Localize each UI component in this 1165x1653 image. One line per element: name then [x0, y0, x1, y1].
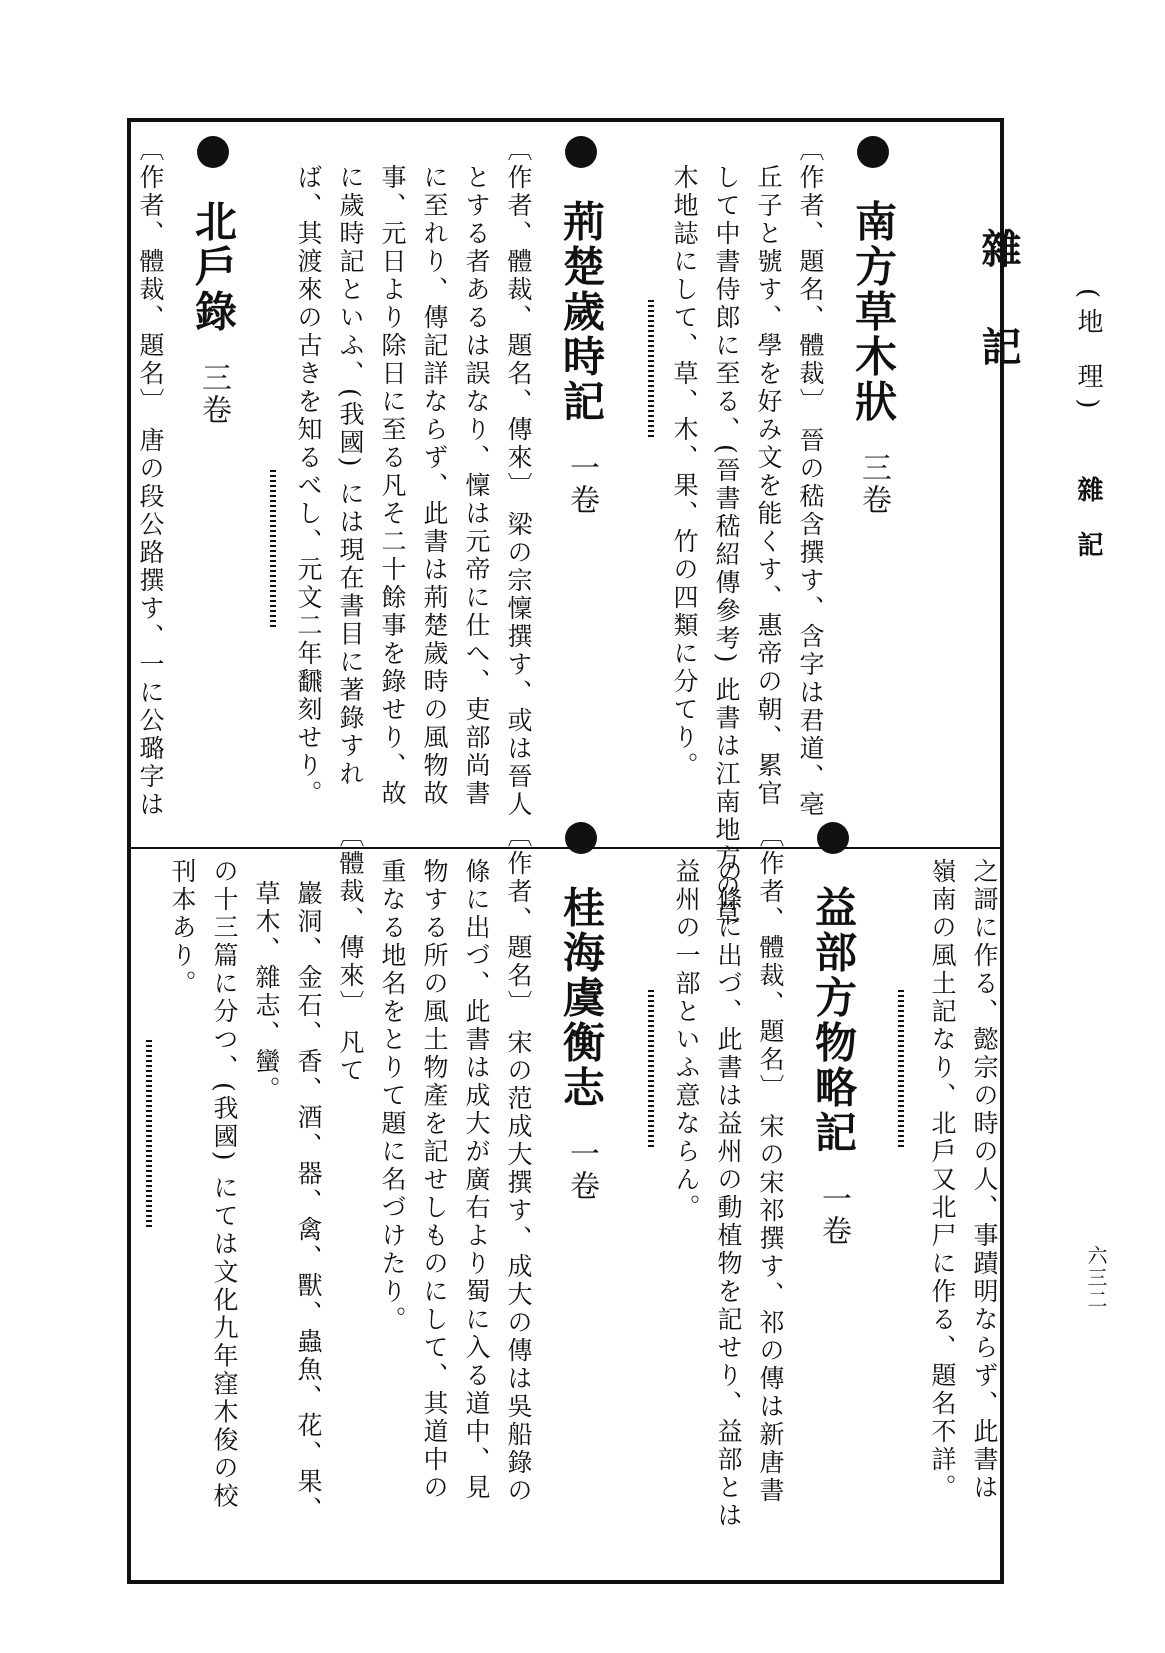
entry-line: の十三篇に分つ、(我國) にては文化九年窪木俊の校 — [210, 858, 239, 1511]
entry-line: 巖洞、金石、香、酒、器、禽、獸、蟲魚、花、果、 — [294, 880, 323, 1524]
entry-volumes: 三卷 — [196, 362, 231, 427]
entry-line: 丘子と號す、學を好み文を能くす、惠帝の朝、累官 — [754, 164, 783, 808]
entry-title-beihu — [189, 136, 238, 427]
running-head-category: (地 理) — [1073, 288, 1103, 419]
page-number: 六三二 — [1084, 1245, 1108, 1311]
entry-line: 條に出づ、此書は成大が廣右より蜀に入る道中、見 — [462, 858, 491, 1502]
entry-title-guihai — [557, 822, 606, 1203]
entry-line: 之謌に作る、懿宗の時の人、事蹟明ならず、此書は — [970, 858, 999, 1502]
running-head — [1075, 288, 1101, 567]
entry-title-text: 桂海虞衡志 — [557, 885, 606, 1111]
wavy-divider — [648, 300, 654, 440]
entry-volumes: 一卷 — [564, 452, 599, 517]
entry-line: 木地誌にして、草、木、果、竹の四類に分てり。 — [670, 164, 699, 780]
entry-line: して中書侍郎に至る、(晉書嵇紹傳參考) 此書は江南地方の草 — [712, 164, 741, 929]
entry-volumes: 一卷 — [564, 1138, 599, 1203]
wavy-divider — [146, 1040, 152, 1230]
wavy-divider — [898, 990, 904, 1150]
entry-line: 益州の一部といふ意ならん。 — [672, 858, 701, 1222]
entry-line: 〔作者、體裁、題名、傳來〕 梁の宗懍撰す、或は晉人 — [504, 136, 533, 819]
entry-title-yibu — [809, 822, 858, 1248]
entry-title-text: 益部方物略記 — [809, 885, 858, 1156]
entry-line: の條に出づ、此書は益州の動植物を記せり、益部とは — [714, 858, 743, 1530]
entry-title-jingchu — [557, 136, 606, 517]
bullet-icon — [817, 822, 849, 854]
entry-line: 〔作者、題名、體裁〕 晉の嵇含撰す、含字は君道、亳 — [796, 136, 825, 819]
section-heading: 雜 記 — [975, 228, 1022, 388]
entry-line: 〔作者、題名〕 宋の范成大撰す、成大の傳は吳船錄の — [504, 822, 533, 1505]
bullet-icon — [197, 136, 229, 168]
entry-title-text: 北戶錄 — [189, 199, 238, 335]
entry-line: 〔作者、體裁、題名〕 唐の段公路撰す、一に公璐字は — [136, 136, 165, 819]
entry-volumes: 三卷 — [856, 452, 891, 517]
bullet-icon — [857, 136, 889, 168]
entry-line: 刊本あり。 — [168, 858, 197, 998]
running-head-section: 雜 記 — [1073, 475, 1103, 567]
entry-line: 〔體裁、傳來〕 凡て — [336, 822, 365, 1085]
wavy-divider — [270, 470, 276, 630]
entry-line: 草木、雜志、蠻。 — [252, 880, 281, 1104]
entry-line: に歲時記といふ、(我國) には現在書目に著錄すれ — [336, 164, 365, 789]
bullet-icon — [565, 136, 597, 168]
entry-title-text: 荊楚歲時記 — [557, 199, 606, 425]
entry-line: に至れり、傳記詳ならず、此書は荊楚歲時の風物故 — [420, 164, 449, 808]
wavy-divider — [648, 990, 654, 1150]
entry-line: 〔作者、體裁、題名〕 宋の宋祁撰す、祁の傳は新唐書 — [756, 822, 785, 1505]
entry-title-nanfang — [849, 136, 898, 517]
bullet-icon — [565, 822, 597, 854]
entry-line: とする者あるは誤なり、懍は元帝に仕へ、吏部尚書 — [462, 164, 491, 808]
entry-line: 嶺南の風土記なり、北戶又北尸に作る、題名不詳。 — [928, 858, 957, 1502]
entry-line: 重なる地名をとりて題に名づけたり。 — [378, 858, 407, 1334]
entry-volumes: 一卷 — [816, 1183, 851, 1248]
entry-line: ば、其渡來の古きを知るべし、元文二年飜刻せり。 — [294, 164, 323, 808]
entry-line: 事、元日より除日に至る凡そ二十餘事を錄せり、故 — [378, 164, 407, 808]
entry-title-text: 南方草木狀 — [849, 199, 898, 425]
entry-line: 物する所の風土物產を記せしものにして、其道中の — [420, 858, 449, 1502]
